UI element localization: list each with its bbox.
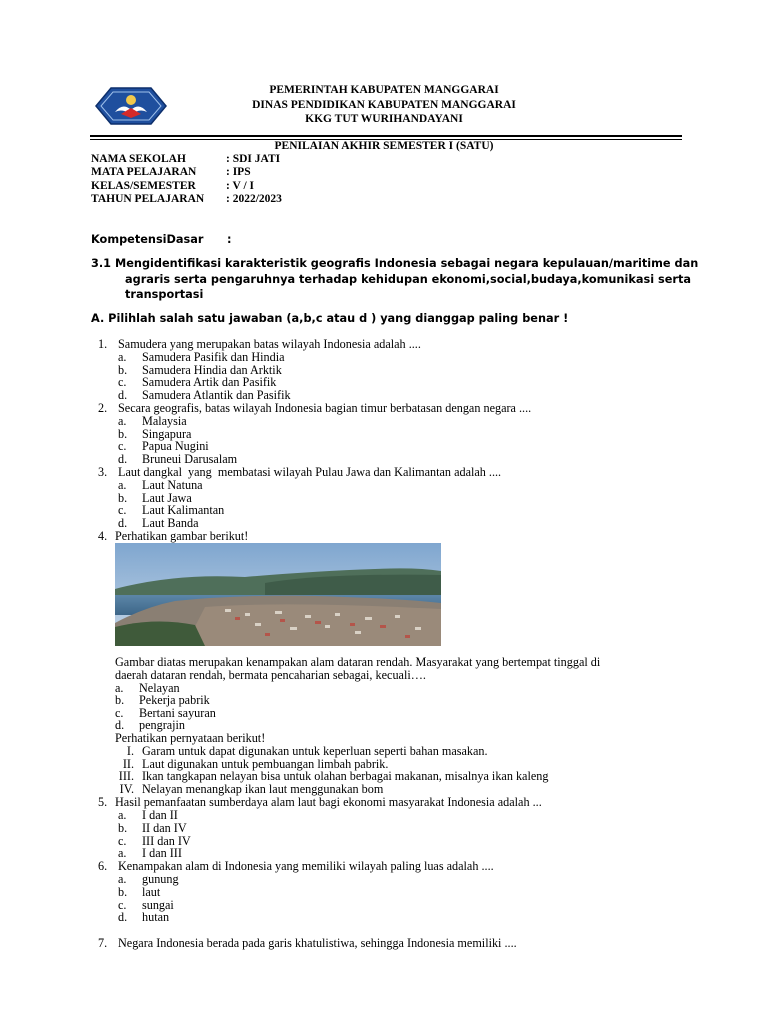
q7-text: Negara Indonesia berada pada garis khatulistiwa, sehingga Indonesia memiliki .... (118, 936, 517, 950)
q4-description-line-1: Gambar diatas merupakan kenampakan alam dataran rendah. Masyarakat yang bertempat tinggal di (115, 655, 601, 669)
statement-text: Ikan tangkapan nelayan bisa untuk olahan berbagai makanan, misalnya ikan kaleng (142, 769, 549, 783)
q4-description-line-2: daerah dataran rendah, bermata pencaharian sebagai, kecuali…. (115, 668, 426, 682)
statement-text: Nelayan menangkap ikan laut menggunakan bom (142, 782, 384, 796)
statement-number: I. (126, 744, 134, 758)
q5-text: Hasil pemanfaatan sumberdaya alam laut bagi ekonomi masyarakat Indonesia adalah ... (115, 795, 542, 809)
kd-line-3: transportasi (125, 288, 204, 301)
info-label-subject: MATA PELAJARAN (91, 166, 197, 178)
header-line-1: PEMERINTAH KABUPATEN MANGGARAI (269, 84, 499, 96)
q5-number: 5. (98, 795, 108, 809)
statement-number: II. (122, 757, 134, 771)
header-line-3: KKG TUT WURIHANDAYANI (305, 113, 463, 125)
q4-text: Perhatikan gambar berikut! (115, 529, 249, 543)
info-value-school: : SDI JATI (226, 153, 281, 165)
statement-text: Laut digunakan untuk pembuangan limbah pabrik. (142, 757, 389, 771)
q3-number: 3. (98, 465, 108, 479)
statement-text: Garam untuk dapat digunakan untuk keperluan seperti bahan masakan. (142, 744, 488, 758)
lowland-coastal-city-photo (115, 543, 441, 646)
q6-text: Kenampakan alam di Indonesia yang memiliki wilayah paling luas adalah .... (118, 859, 494, 873)
q2-number: 2. (98, 401, 108, 415)
q7-number: 7. (98, 936, 108, 950)
kd-line-1: Mengidentifikasi karakteristik geografis Indonesia sebagai negara kepulauan/maritime dan (115, 257, 699, 270)
info-label-class: KELAS/SEMESTER (91, 180, 196, 192)
q3-text: Laut dangkal yang membatasi wilayah Pulau Jawa dan Kalimantan adalah .... (118, 465, 502, 479)
kd-line-2: agraris serta pengaruhnya terhadap kehidupan ekonomi,social,budaya,komunikasi serta (125, 273, 691, 286)
section-a-instruction: A. Pilihlah salah satu jawaban (a,b,c atau d ) yang dianggap paling benar ! (91, 312, 569, 325)
q1-number: 1. (98, 337, 108, 351)
info-value-class: : V / I (226, 180, 255, 192)
header-rule-thick (90, 135, 682, 137)
statements-intro: Perhatikan pernyataan berikut! (115, 731, 266, 745)
info-value-subject: : IPS (226, 166, 251, 178)
kd-number: 3.1 (91, 257, 112, 270)
q2-text: Secara geografis, batas wilayah Indonesia bagian timur berbatasan dengan negara .... (118, 401, 532, 415)
q4-number: 4. (98, 529, 108, 543)
exam-title: PENILAIAN AKHIR SEMESTER I (SATU) (274, 140, 494, 152)
kd-label: KompetensiDasar (91, 233, 204, 246)
info-label-year: TAHUN PELAJARAN (91, 193, 205, 205)
info-label-school: NAMA SEKOLAH (91, 153, 186, 165)
statement-number: IV. (119, 782, 134, 796)
statement-number: III. (118, 769, 134, 783)
kd-colon: : (227, 233, 232, 246)
q1-text: Samudera yang merupakan batas wilayah Indonesia adalah .... (118, 337, 421, 351)
header-line-2: DINAS PENDIDIKAN KABUPATEN MANGGARAI (252, 99, 516, 111)
q6-number: 6. (98, 859, 108, 873)
info-value-year: : 2022/2023 (226, 193, 282, 205)
